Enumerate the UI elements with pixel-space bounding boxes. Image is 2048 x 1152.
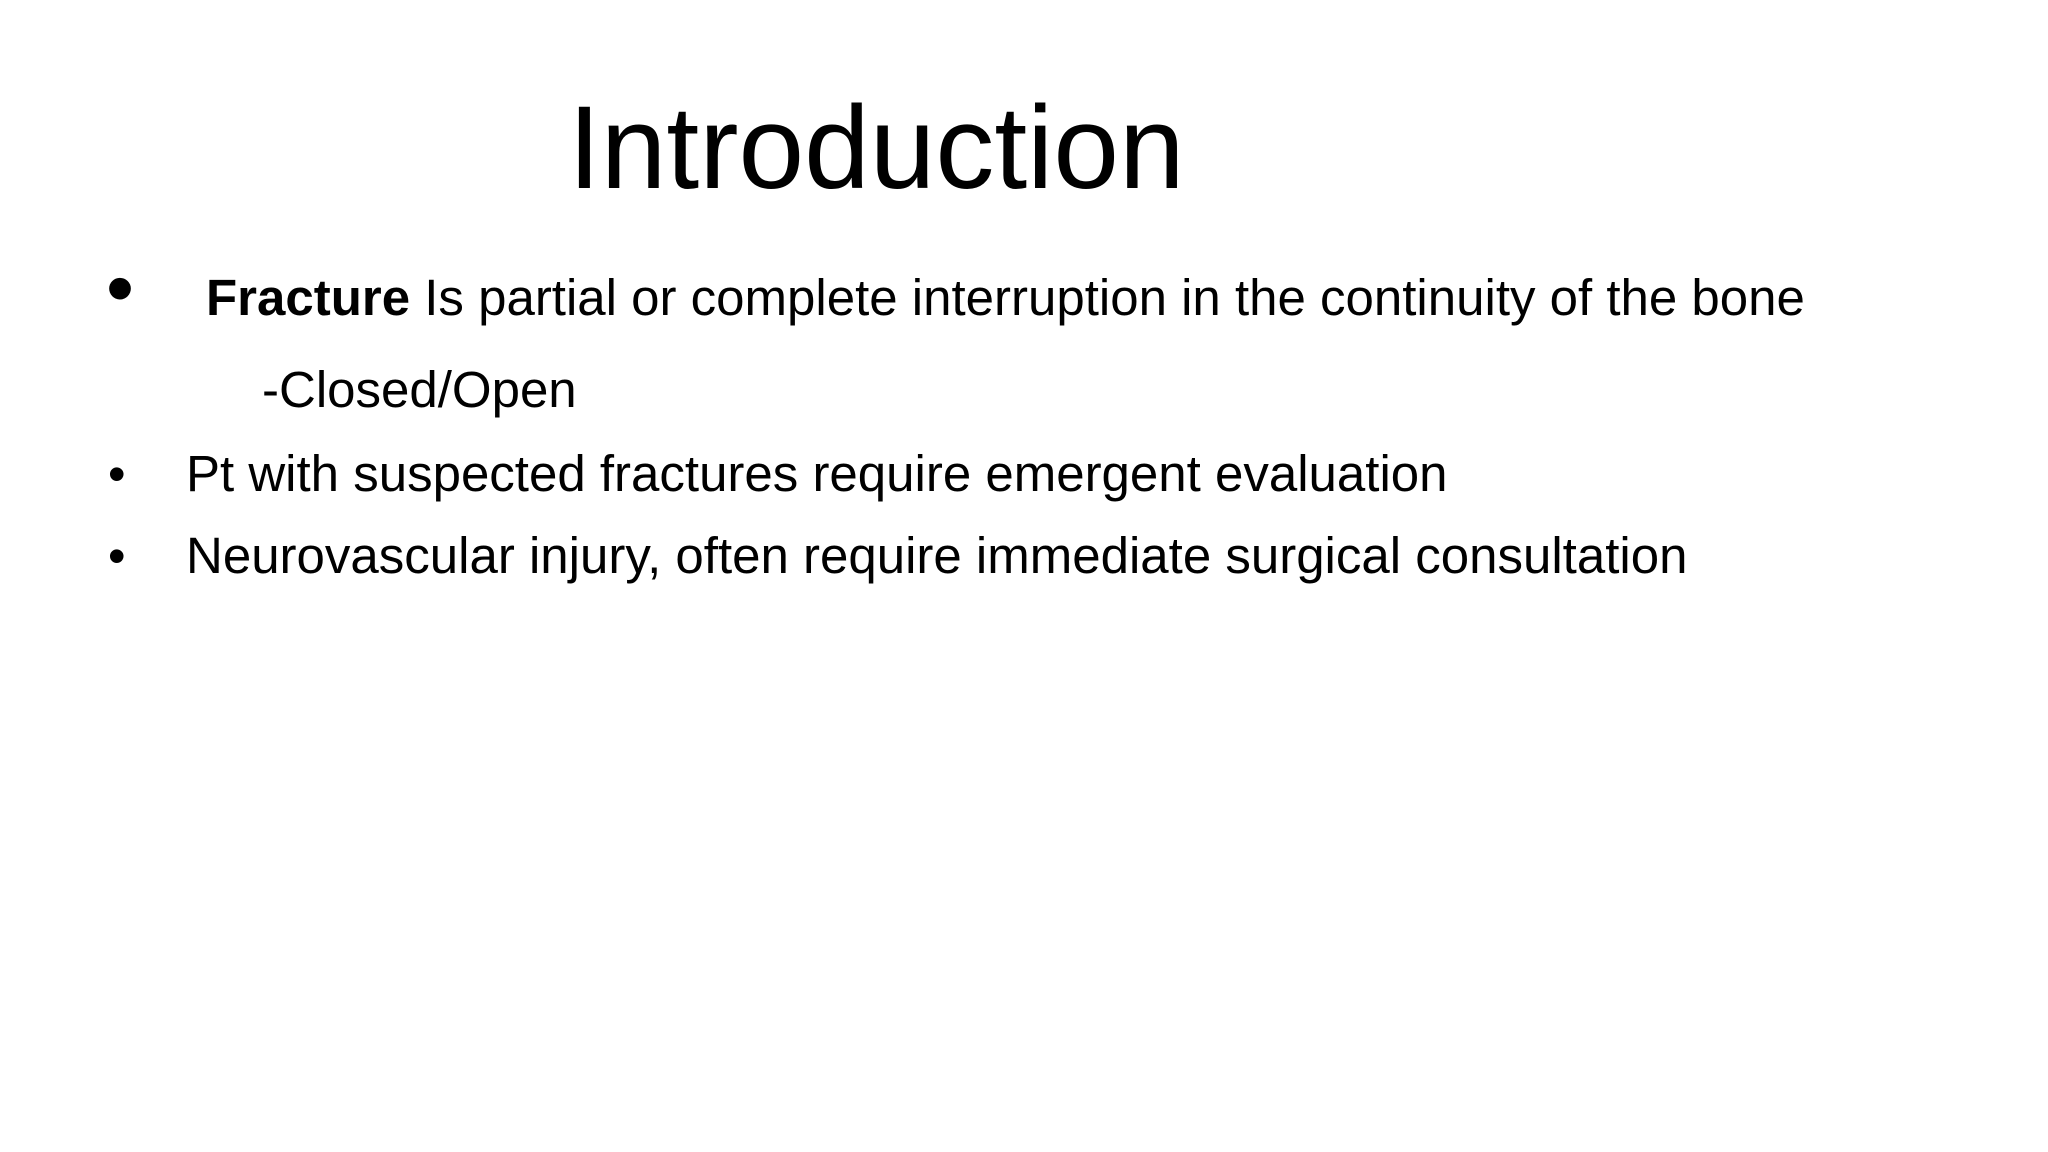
bullet-marker-1: •: [106, 243, 135, 332]
bullet-marker-2: •: [108, 446, 126, 502]
bullet-subitem-closed-open: -Closed/Open: [262, 361, 577, 418]
bullet-item-2: Pt with suspected fractures require emergent evaluation: [186, 445, 1448, 502]
bullet-term-fracture: Fracture: [206, 269, 411, 326]
bullet-item-1: [206, 268, 1805, 328]
bullet-item-3: Neurovascular injury, often require immediate surgical consultation: [186, 527, 1688, 584]
bullet-text-1: Is partial or complete interruption in the continuity of the bone: [410, 269, 1805, 326]
slide-title: Introduction: [568, 82, 1185, 214]
bullet-marker-3: •: [108, 528, 126, 584]
